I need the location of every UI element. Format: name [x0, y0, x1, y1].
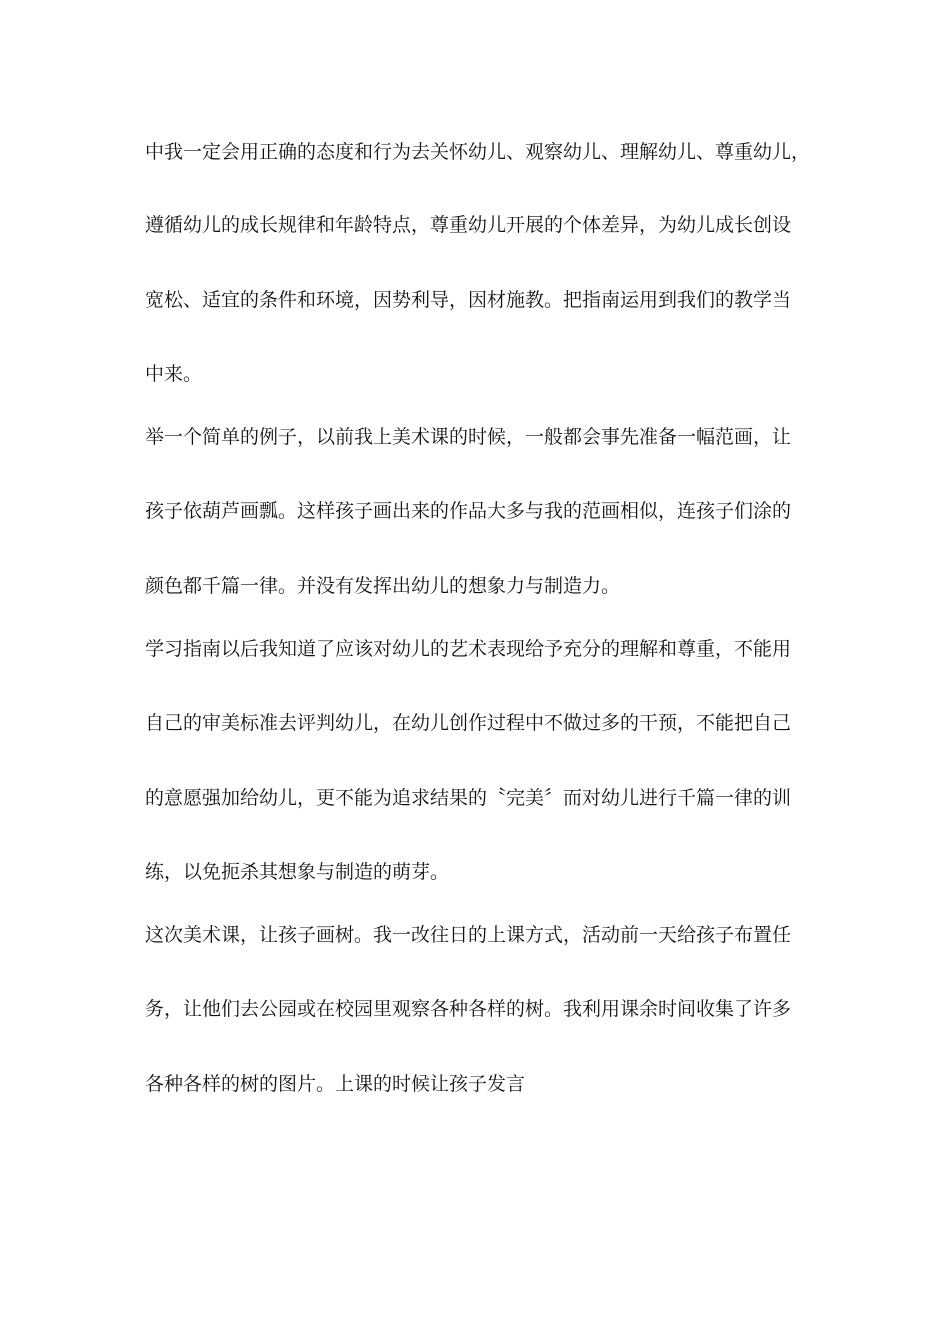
text-line: 中来。 — [145, 363, 203, 385]
text-line: 自己的审美标准去评判幼儿，在幼儿创作过程中不做过多的干预，不能把自己 — [145, 712, 792, 734]
text-line: 孩子依葫芦画瓢。这样孩子画出来的作品大多与我的范画相似，连孩子们涂的 — [145, 500, 792, 522]
text-line: 的意愿强加给幼儿，更不能为追求结果的〝完美〞而对幼儿进行千篇一律的训 — [145, 787, 792, 809]
text-line: 颜色都千篇一律。并没有发挥出幼儿的想象力与制造力。 — [145, 575, 621, 597]
text-line: 这次美术课，让孩子画树。我一改往日的上课方式，活动前一天给孩子布置任 — [145, 924, 792, 946]
text-line: 举一个简单的例子，以前我上美术课的时候，一般都会事先准备一幅范画，让 — [145, 426, 792, 448]
text-line: 学习指南以后我知道了应该对幼儿的艺术表现给予充分的理解和尊重，不能用 — [145, 638, 792, 660]
text-line: 遵循幼儿的成长规律和年龄特点，尊重幼儿开展的个体差异，为幼儿成长创设 — [145, 214, 792, 236]
text-line: 各种各样的树的图片。上课的时候让孩子发言 — [145, 1073, 526, 1095]
text-line: 宽松、适宜的条件和环境，因势利导，因材施教。把指南运用到我们的教学当 — [145, 289, 792, 311]
text-line: 务，让他们去公园或在校园里观察各种各样的树。我利用课余时间收集了许多 — [145, 998, 792, 1020]
text-line: 中我一定会用正确的态度和行为去关怀幼儿、观察幼儿、理解幼儿、尊重幼儿， — [145, 141, 810, 163]
text-line: 练，以免扼杀其想象与制造的萌芽。 — [145, 861, 450, 883]
